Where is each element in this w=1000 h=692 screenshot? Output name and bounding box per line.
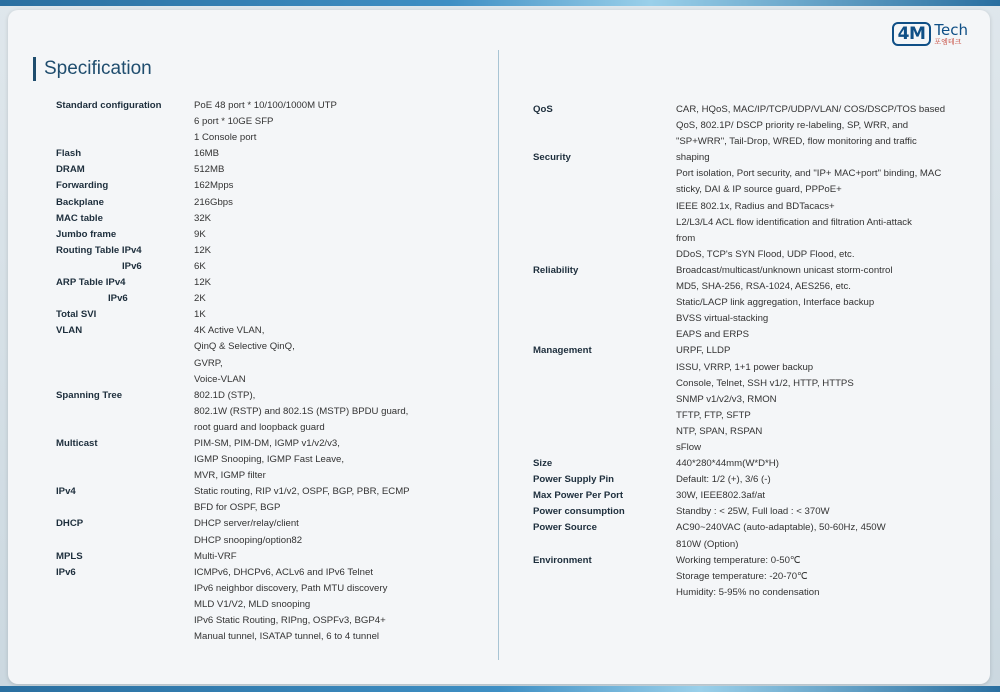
spec-values	[194, 484, 486, 516]
spec-row	[56, 275, 486, 291]
spec-value: PIM-SM, PIM-DM, IGMP v1/v2/v3,	[194, 437, 340, 449]
spec-label: Security	[533, 152, 571, 164]
spec-value: IEEE 802.1x, Radius and BDTacacs+	[676, 200, 835, 212]
spec-label: Multicast	[56, 437, 98, 449]
spec-value: 30W, IEEE802.3af/at	[676, 490, 766, 502]
spec-value: Console, Telnet, SSH v1/2, HTTP, HTTPS	[676, 377, 854, 389]
spec-value: QoS, 802.1P/ DSCP priority re-labeling, SP, WRR, and	[676, 120, 909, 132]
spec-value: TFTP, FTP, SFTP	[676, 409, 751, 421]
spec-value: SNMP v1/v2/v3, RMON	[676, 393, 777, 405]
spec-value: "SP+WRR", Tail-Drop, WRED, flow monitoring and traffic	[676, 136, 917, 148]
logo-subtitle: 포엠테크	[934, 38, 962, 46]
spec-value: 512MB	[194, 164, 225, 176]
spec-row	[56, 98, 486, 146]
spec-value: Multi-VRF	[194, 550, 237, 562]
spec-value: L2/L3/L4 ACL flow identification and filtration Anti-attack	[676, 216, 912, 228]
spec-row	[56, 243, 486, 259]
spec-values	[676, 102, 973, 150]
spec-values	[194, 98, 486, 146]
spec-value: Port isolation, Port security, and "IP+ MAC+port" binding, MAC	[676, 168, 942, 180]
spec-value: CAR, HQoS, MAC/IP/TCP/UDP/VLAN/ COS/DSCP/TOS based	[676, 104, 946, 115]
logo-mark: 4M	[892, 22, 932, 46]
spec-row	[56, 436, 486, 484]
spec-row	[533, 102, 973, 150]
spec-label: Spanning Tree	[56, 389, 123, 401]
spec-row	[56, 388, 486, 436]
spec-values	[194, 307, 486, 323]
spec-row	[56, 549, 486, 565]
spec-row	[533, 488, 973, 504]
spec-value: 4K Active VLAN,	[194, 325, 265, 337]
spec-value: 2K	[194, 293, 206, 305]
spec-row	[533, 343, 973, 456]
spec-value: 162Mpps	[194, 180, 234, 192]
spec-value: MVR, IGMP filter	[194, 470, 266, 482]
spec-value: Voice-VLAN	[194, 373, 246, 385]
spec-value: root guard and loopback guard	[194, 421, 325, 433]
spec-row	[533, 150, 973, 263]
spec-label: Power consumption	[533, 506, 625, 518]
spec-values	[194, 178, 486, 194]
spec-row	[533, 553, 973, 601]
spec-label: IPv6	[122, 260, 142, 272]
spec-label: IPv6	[56, 566, 76, 578]
spec-label: Total SVI	[56, 309, 97, 321]
spec-label: Power Source	[533, 522, 597, 534]
spec-values	[676, 456, 973, 472]
spec-value: GVRP,	[194, 357, 223, 369]
spec-value: sFlow	[676, 441, 702, 453]
spec-value: Broadcast/multicast/unknown unicast storm-control	[676, 264, 893, 276]
spec-value: PoE 48 port * 10/100/1000M UTP	[194, 100, 337, 111]
spec-value: 16MB	[194, 148, 220, 160]
spec-values	[676, 553, 973, 601]
spec-value: 12K	[194, 244, 212, 256]
spec-values	[676, 504, 973, 520]
spec-value: DHCP server/relay/client	[194, 518, 299, 530]
title-accent-bar	[33, 57, 36, 81]
spec-label: ARP Table IPv4	[56, 277, 126, 289]
page-title: Specification	[44, 58, 152, 79]
spec-value: NTP, SPAN, RSPAN	[676, 425, 763, 437]
spec-column-left	[56, 98, 486, 645]
spec-value: 1 Console port	[194, 132, 257, 144]
spec-value: Standby : < 25W, Full load : < 370W	[676, 506, 830, 518]
spec-row	[56, 565, 486, 645]
spec-value: DHCP snooping/option82	[194, 534, 303, 546]
spec-values	[194, 388, 486, 436]
spec-value: 9K	[194, 228, 206, 240]
spec-row	[56, 484, 486, 516]
spec-label: Jumbo frame	[56, 228, 117, 240]
spec-row	[533, 504, 973, 520]
spec-values	[194, 436, 486, 484]
spec-label: IPv4	[56, 486, 76, 498]
logo-word: Tech	[934, 20, 968, 39]
spec-value: 6 port * 10GE SFP	[194, 116, 274, 128]
spec-value: 6K	[194, 260, 206, 272]
spec-label: VLAN	[56, 325, 83, 337]
spec-value: DDoS, TCP's SYN Flood, UDP Flood, etc.	[676, 248, 855, 260]
top-accent-bar	[0, 0, 1000, 6]
spec-label: IPv6	[108, 293, 128, 305]
spec-value: IGMP Snooping, IGMP Fast Leave,	[194, 454, 345, 466]
spec-row	[56, 195, 486, 211]
spec-value: 12K	[194, 277, 212, 289]
spec-row	[56, 178, 486, 194]
spec-label: Management	[533, 345, 592, 357]
spec-label: Max Power Per Port	[533, 490, 624, 502]
spec-label: QoS	[533, 104, 553, 115]
spec-label: Size	[533, 458, 553, 470]
spec-value: ISSU, VRRP, 1+1 power backup	[676, 361, 814, 373]
spec-value: IPv6 Static Routing, RIPng, OSPFv3, BGP4+	[194, 615, 386, 626]
spec-value: MD5, SHA-256, RSA-1024, AES256, etc.	[676, 281, 851, 293]
spec-values	[194, 243, 486, 259]
spec-label: Backplane	[56, 196, 104, 208]
spec-values	[194, 291, 486, 307]
spec-column-right	[533, 102, 973, 601]
spec-value: from	[676, 232, 696, 244]
spec-values	[194, 162, 486, 178]
spec-values	[676, 472, 973, 488]
spec-row	[56, 211, 486, 227]
spec-values	[194, 516, 486, 548]
spec-row	[56, 323, 486, 387]
spec-row	[533, 263, 973, 343]
spec-values	[194, 549, 486, 565]
spec-value: shaping	[676, 152, 710, 164]
column-divider	[498, 50, 499, 660]
spec-values	[194, 275, 486, 291]
spec-label: Power Supply Pin	[533, 474, 615, 486]
spec-row	[56, 307, 486, 323]
spec-values	[194, 211, 486, 227]
spec-value: URPF, LLDP	[676, 345, 731, 357]
spec-values	[194, 227, 486, 243]
spec-value: 802.1W (RSTP) and 802.1S (MSTP) BPDU guard,	[194, 405, 409, 417]
spec-value: AC90~240VAC (auto-adaptable), 50-60Hz, 450W	[676, 522, 886, 534]
spec-value: IPv6 neighbor discovery, Path MTU discovery	[194, 582, 388, 594]
spec-value: 440*280*44mm(W*D*H)	[676, 458, 779, 470]
spec-value: QinQ & Selective QinQ,	[194, 341, 295, 353]
spec-values	[194, 146, 486, 162]
spec-values	[194, 259, 486, 275]
spec-label: MAC table	[56, 212, 103, 224]
spec-value: 216Gbps	[194, 196, 233, 208]
spec-row	[56, 162, 486, 178]
spec-row	[56, 259, 486, 275]
spec-value: 1K	[194, 309, 206, 321]
spec-label: Flash	[56, 148, 82, 160]
spec-value: sticky, DAI & IP source guard, PPPoE+	[676, 184, 842, 196]
spec-values	[676, 343, 973, 456]
spec-value: EAPS and ERPS	[676, 329, 750, 341]
spec-row	[56, 516, 486, 548]
spec-value: Static routing, RIP v1/v2, OSPF, BGP, PBR, ECMP	[194, 486, 410, 498]
spec-value: Storage temperature: -20-70℃	[676, 570, 808, 582]
spec-values	[194, 565, 486, 645]
spec-row	[533, 472, 973, 488]
spec-value: BVSS virtual-stacking	[676, 313, 769, 325]
spec-values	[676, 263, 973, 343]
spec-row	[533, 520, 973, 552]
spec-value: ICMPv6, DHCPv6, ACLv6 and IPv6 Telnet	[194, 566, 373, 578]
spec-values	[194, 323, 486, 387]
spec-value: Humidity: 5-95% no condensation	[676, 586, 820, 598]
spec-value: 810W (Option)	[676, 538, 739, 550]
page-header	[33, 57, 152, 81]
spec-value: Manual tunnel, ISATAP tunnel, 6 to 4 tunnel	[194, 631, 380, 643]
spec-value: Working temperature: 0-50℃	[676, 554, 801, 566]
spec-values	[676, 520, 973, 552]
spec-value: BFD for OSPF, BGP	[194, 502, 281, 514]
spec-label: Environment	[533, 554, 592, 566]
spec-label: Reliability	[533, 264, 579, 276]
spec-value: 802.1D (STP),	[194, 389, 256, 401]
spec-row	[56, 291, 486, 307]
spec-label: DRAM	[56, 164, 85, 176]
spec-value: Default: 1/2 (+), 3/6 (-)	[676, 474, 771, 486]
company-logo	[892, 22, 968, 46]
spec-row	[56, 146, 486, 162]
spec-label: DHCP	[56, 518, 84, 530]
spec-row	[533, 456, 973, 472]
spec-label: Forwarding	[56, 180, 109, 192]
spec-label: MPLS	[56, 550, 83, 562]
spec-values	[676, 150, 973, 263]
spec-value: 32K	[194, 212, 212, 224]
spec-value: Static/LACP link aggregation, Interface backup	[676, 297, 875, 309]
bottom-accent-bar	[0, 686, 1000, 692]
spec-label: Standard configuration	[56, 100, 162, 111]
spec-values	[194, 195, 486, 211]
spec-values	[676, 488, 973, 504]
spec-label: Routing Table IPv4	[56, 244, 142, 256]
spec-value: MLD V1/V2, MLD snooping	[194, 598, 311, 610]
spec-row	[56, 227, 486, 243]
